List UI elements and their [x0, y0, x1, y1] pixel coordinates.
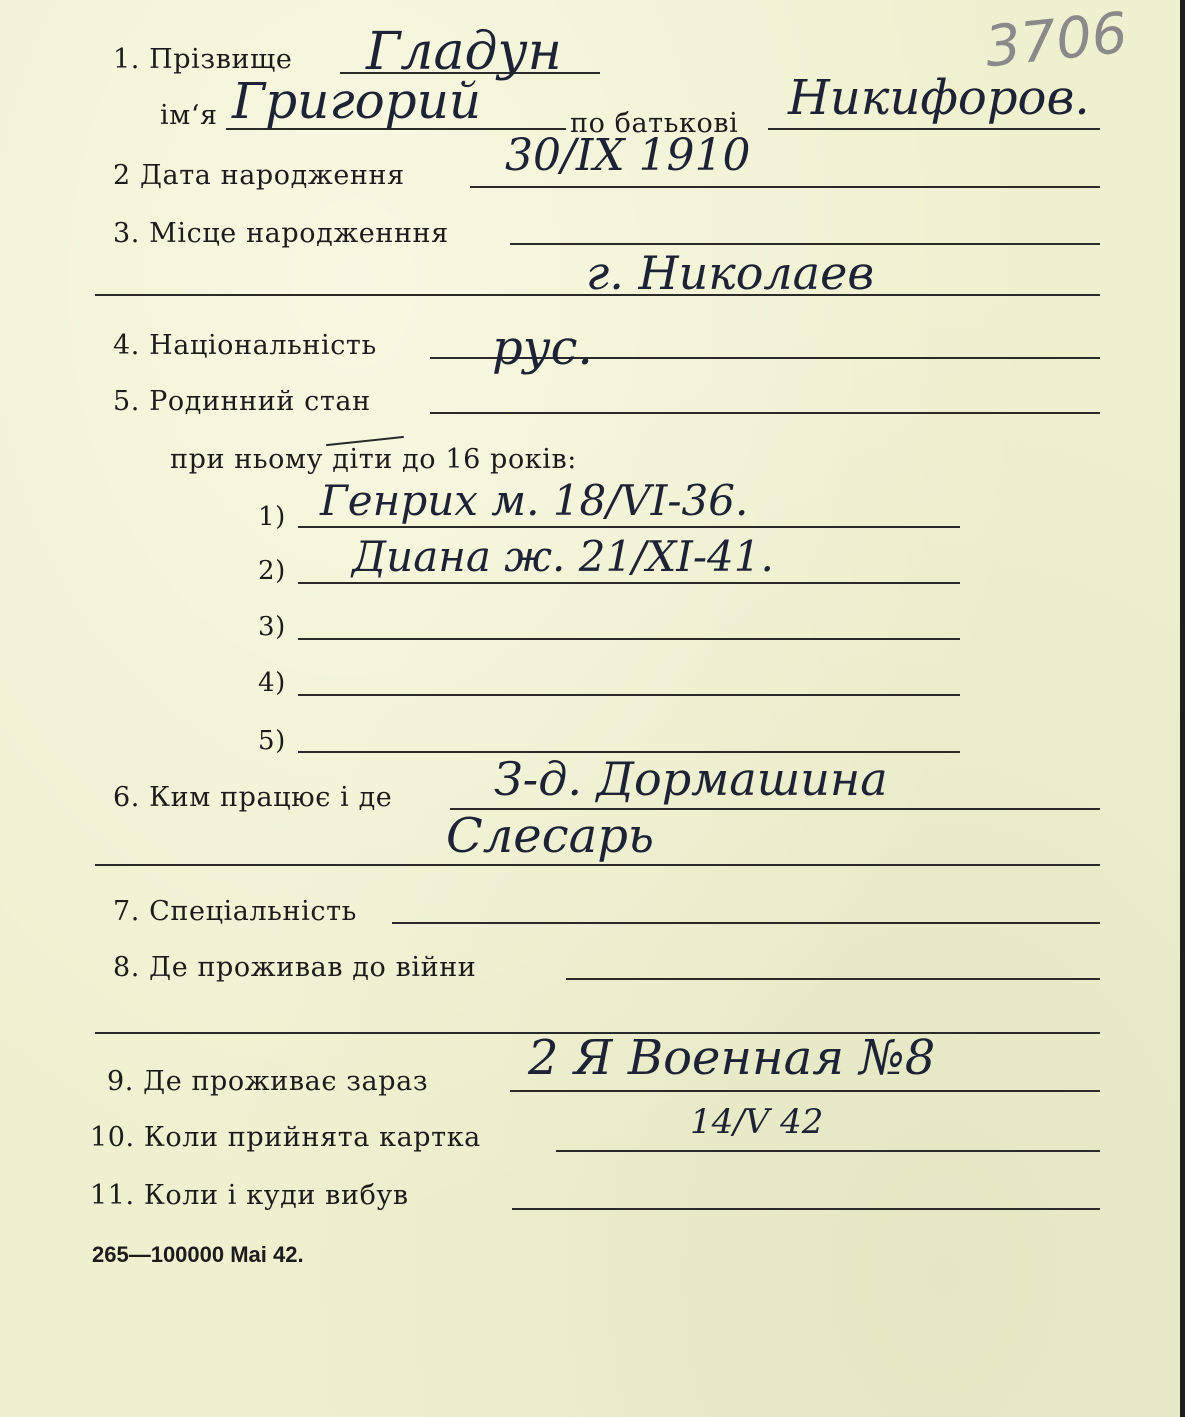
first-name-value: Григорий	[232, 72, 482, 130]
birth-place-value: г. Николаев	[586, 246, 875, 300]
print-run-footer: 265—100000 Mai 42.	[92, 1242, 304, 1267]
nationality-value: рус.	[492, 320, 593, 376]
child-4-line	[298, 694, 960, 696]
patronymic-line	[768, 128, 1100, 130]
card-edge	[1180, 0, 1185, 1417]
marital-status-label: 5. Родинний стан	[113, 386, 371, 417]
child-4-num: 4)	[258, 668, 286, 698]
child-2-num: 2)	[258, 556, 286, 586]
child-1-num: 1)	[258, 502, 286, 532]
current-residence-label: 9. Де проживає зараз	[107, 1066, 429, 1097]
child-3-num: 3)	[258, 612, 286, 642]
surname-label: 1. Прізвище	[113, 44, 293, 75]
child-5-num: 5)	[258, 726, 286, 756]
child-2-line	[298, 582, 960, 584]
card-accepted-label: 10. Коли прийнята картка	[90, 1122, 481, 1153]
patronymic-label: по батькові	[570, 108, 739, 139]
child-1-value: Генрих м. 18/VI-36.	[320, 476, 749, 525]
first-name-label: ім‘я	[160, 100, 218, 131]
children-label: при ньому діти до 16 років:	[170, 444, 578, 475]
card-accepted-value: 14/V 42	[690, 1102, 824, 1142]
birth-date-label: 2 Дата народження	[113, 160, 405, 191]
current-residence-line	[510, 1090, 1100, 1092]
current-residence-value: 2 Я Военная №8	[528, 1030, 936, 1086]
work-line-2	[95, 864, 1100, 866]
work-label: 6. Ким працює і де	[113, 782, 393, 813]
birth-date-value: 30/IX 1910	[505, 130, 751, 181]
birth-place-label: 3. Місце народженння	[113, 218, 449, 249]
child-2-value: Диана ж. 21/XI-41.	[352, 532, 774, 581]
birth-place-line	[510, 243, 1100, 245]
nationality-label: 4. Національність	[113, 330, 377, 361]
child-3-line	[298, 638, 960, 640]
work-value-2: Слесарь	[446, 808, 655, 864]
patronymic-value: Никифоров.	[788, 70, 1090, 126]
prewar-residence-label: 8. Де проживав до війни	[113, 952, 477, 983]
prewar-residence-line	[566, 978, 1100, 980]
work-value: З-д. Дормашина	[494, 752, 888, 806]
surname-value: Гладун	[366, 22, 562, 82]
departed-line	[512, 1208, 1100, 1210]
marital-status-line	[430, 412, 1100, 414]
archive-number: 3706	[981, 0, 1131, 81]
card-accepted-line	[556, 1150, 1100, 1152]
child-1-line	[298, 526, 960, 528]
birth-date-line	[470, 186, 1100, 188]
specialty-line	[392, 922, 1100, 924]
specialty-label: 7. Спеціальність	[113, 896, 357, 927]
departed-label: 11. Коли і куди вибув	[90, 1180, 409, 1211]
